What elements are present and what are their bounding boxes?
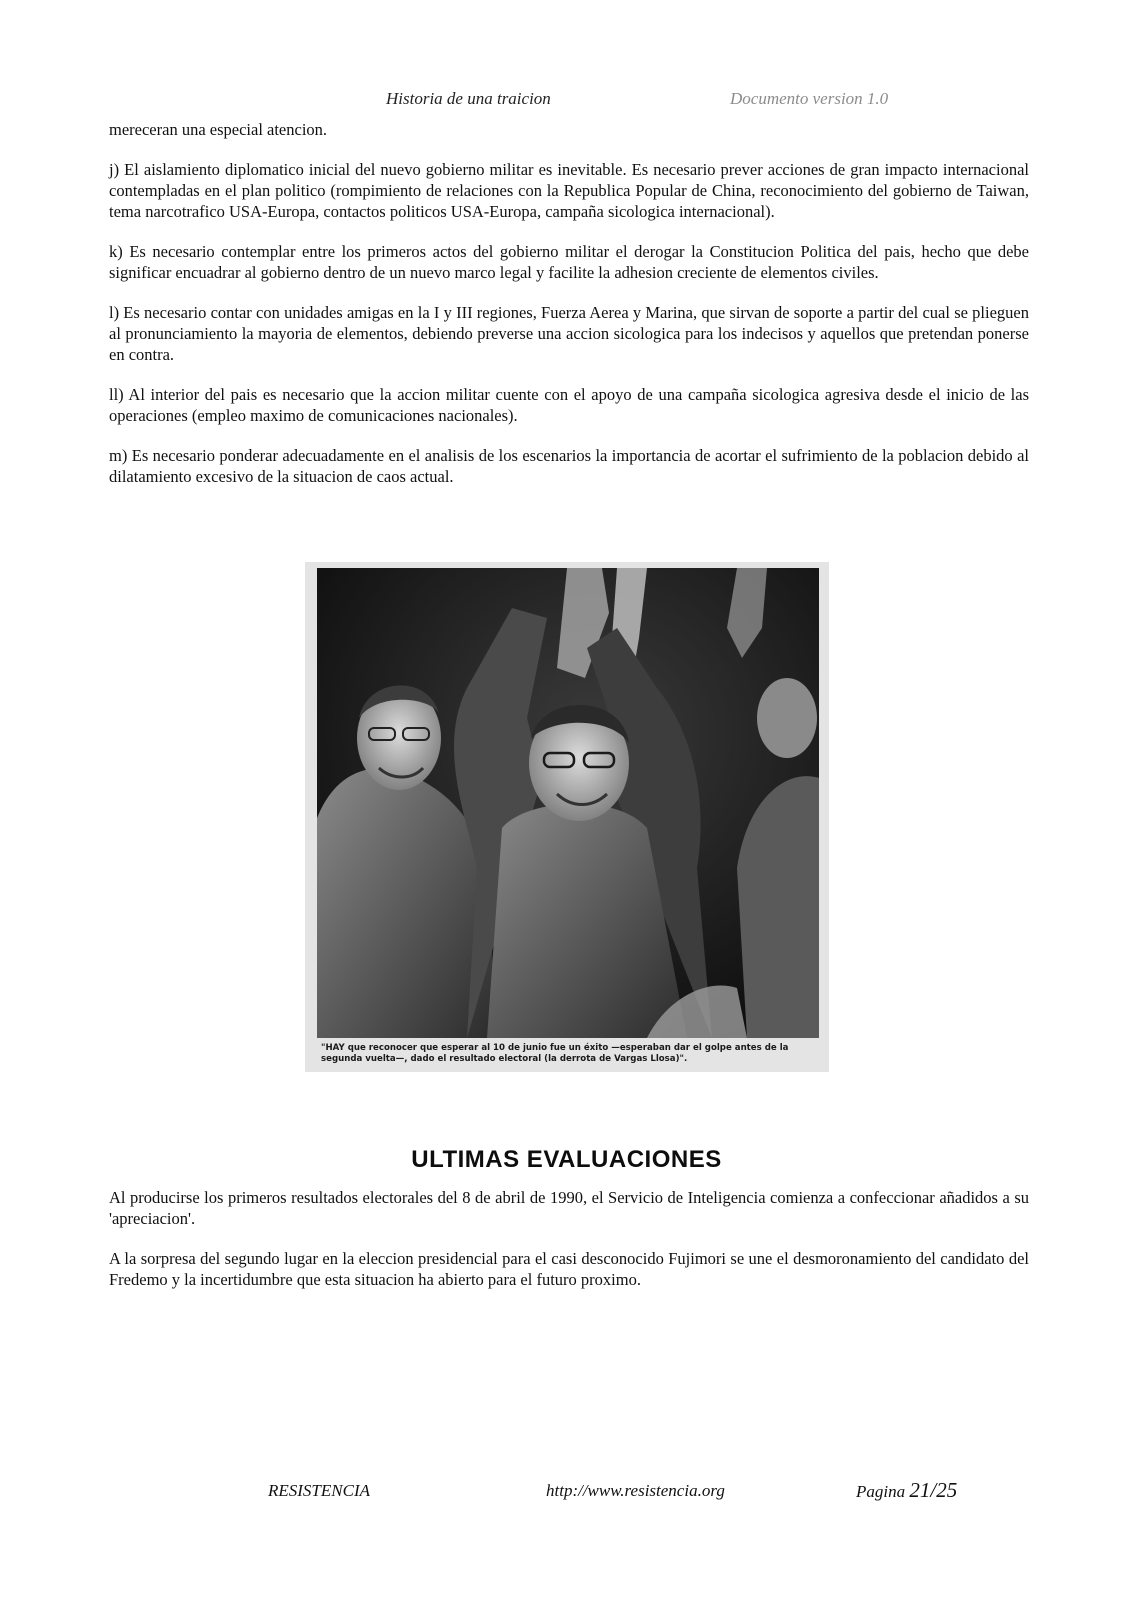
photo-illustration <box>317 568 819 1038</box>
footer-url[interactable]: http://www.resistencia.org <box>546 1481 725 1500</box>
paragraph-l: l) Es necesario contar con unidades amigas en la I y III regiones, Fuerza Aerea y Marina, que sirvan de soporte a partir del cual se plieguen al pronunciamiento la mayoria de elementos, debiendo preverse una accion sicologica para los indecisos y aquellos que pretendan ponerse en contra. <box>109 303 1029 364</box>
paragraph-j: j) El aislamiento diplomatico inicial del nuevo gobierno militar es inevitable. Es necesario prever acciones de gran impacto internacional contempladas en el plan politico (rompimiento de relaciones con la Republica Popular de China, reconocimiento del gobierno de Taiwan, tema narcotrafico USA-Europa, contactos politicos USA-Europa, campaña sicologica internacional). <box>109 160 1029 221</box>
header-title: Historia de una traicion <box>386 89 551 108</box>
paragraph-k: k) Es necesario contemplar entre los primeros actos del gobierno militar el derogar la Constitucion Politica del pais, hecho que debe significar encuadrar al gobierno dentro de un nuevo marco legal y facilite la adhesion creciente de elementos civiles. <box>109 242 1029 282</box>
footer-page-number <box>856 1478 957 1503</box>
header-version: Documento version 1.0 <box>730 89 889 108</box>
newspaper-photo <box>305 562 829 1072</box>
paragraph-continuation: mereceran una especial atencion. <box>109 120 328 139</box>
photo-caption: "HAY que reconocer que esperar al 10 de junio fue un éxito —esperaban dar el golpe antes de la segunda vuelta—, dado el resultado electoral (la derrota de Vargas Llosa)". <box>321 1043 789 1064</box>
section-paragraph-2: A la sorpresa del segundo lugar en la eleccion presidencial para el casi desconocido Fujimori se une el desmoronamiento del candidato del Fredemo y la incertidumbre que esta situacion ha abierto para el futuro proximo. <box>109 1249 1029 1289</box>
paragraph-ll: ll) Al interior del pais es necesario que la accion militar cuente con el apoyo de una campaña sicologica agresiva desde el inicio de las operaciones (empleo maximo de comunicaciones nacionales). <box>109 385 1029 425</box>
page-label: Pagina <box>856 1482 906 1501</box>
footer-organization: RESISTENCIA <box>268 1481 370 1500</box>
section-paragraph-1: Al producirse los primeros resultados electorales del 8 de abril de 1990, el Servicio de Inteligencia comienza a confeccionar añadidos a su 'apreciacion'. <box>109 1188 1029 1228</box>
section-body <box>109 1187 1029 1309</box>
photo-image <box>317 568 819 1038</box>
document-body <box>109 119 1029 506</box>
paragraph-m: m) Es necesario ponderar adecuadamente en el analisis de los escenarios la importancia de acortar el sufrimiento de la poblacion debido al dilatamiento excesivo de la situacion de caos actual. <box>109 446 1029 486</box>
page-number: 21/25 <box>909 1478 958 1502</box>
section-heading: ULTIMAS EVALUACIONES <box>411 1146 722 1173</box>
